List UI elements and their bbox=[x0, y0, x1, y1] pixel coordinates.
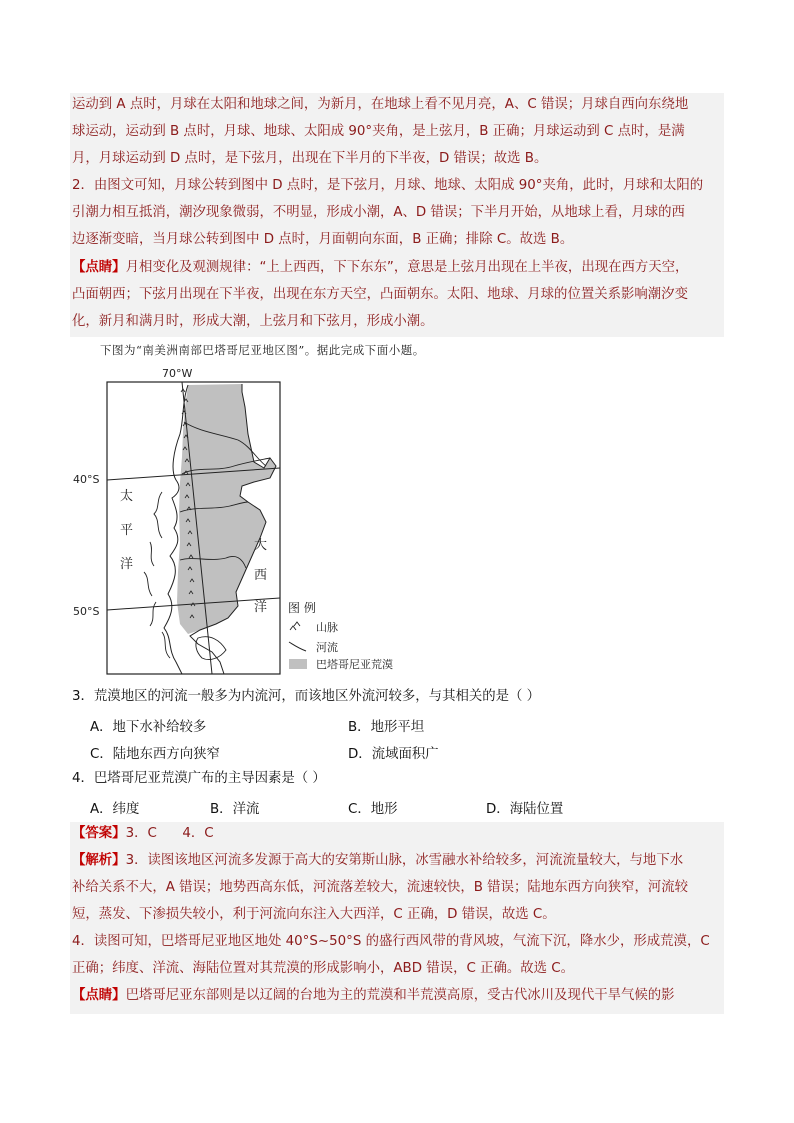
pacific-label: 平 bbox=[120, 523, 134, 538]
pacific-label: 洋 bbox=[120, 557, 134, 572]
text-line: 引潮力相互抵消，潮汐现象微弱，不明显，形成小潮，A、D 错误；下半月开始，从地球上看，月球的西 bbox=[72, 205, 685, 220]
legend-item-river: 河流 bbox=[316, 641, 338, 654]
legend-item-desert: 巴塔哥尼亚荒漠 bbox=[316, 658, 393, 671]
atlantic-label: 大 bbox=[254, 538, 268, 553]
q4-option-d: D．海陆位置 bbox=[486, 802, 564, 817]
pacific-label: 太 bbox=[120, 489, 134, 504]
q3-option-d: D．流域面积广 bbox=[348, 747, 439, 762]
latitude-label-40s: 40°S bbox=[73, 473, 100, 486]
analysis-line bbox=[72, 852, 683, 870]
q4-option-a: A．纬度 bbox=[90, 802, 140, 817]
dianjing-tag: 【点睛】 bbox=[72, 260, 126, 275]
longitude-label: 70°W bbox=[162, 367, 193, 380]
patagonia-map bbox=[70, 362, 410, 678]
analysis-text: 3．读图该地区河流多发源于高大的安第斯山脉，冰雪融水补给较多，河流流量较大，与地下水 bbox=[125, 853, 684, 868]
q3-option-c: C．陆地东西方向狭窄 bbox=[90, 747, 220, 762]
dianjing-line bbox=[72, 987, 675, 1005]
text-line: 凸面朝西；下弦月出现在下半夜，出现在东方天空，凸面朝东。太阳、地球、月球的位置关系影响潮汐变 bbox=[72, 287, 688, 302]
dianjing-line bbox=[72, 259, 688, 277]
atlantic-label: 洋 bbox=[254, 600, 268, 615]
text-line: 边逐渐变暗，当月球公转到图中 D 点时，月面朝向东面，B 正确；排除 C。故选 B。 bbox=[72, 232, 574, 247]
text-line: 月，月球运动到 D 点时，是下弦月，出现在下半月的下半夜，D 错误；故选 B。 bbox=[72, 151, 548, 166]
answer-text: 3．C 4．C bbox=[125, 826, 214, 841]
question-4-stem: 4．巴塔哥尼亚荒漠广布的主导因素是（ ） bbox=[72, 771, 326, 786]
figure-intro: 下图为“南美洲南部巴塔哥尼亚地区图”。据此完成下面小题。 bbox=[100, 343, 425, 357]
answer-tag: 【答案】 bbox=[72, 826, 126, 841]
dianjing-text: 月相变化及观测规律：“上上西西，下下东东”，意思是上弦月出现在上半夜，出现在西方天空， bbox=[125, 260, 689, 275]
q4-option-b: B．洋流 bbox=[210, 802, 260, 817]
legend-river-icon bbox=[289, 642, 306, 651]
analysis-tag: 【解析】 bbox=[72, 853, 126, 868]
q4-option-c: C．地形 bbox=[348, 802, 398, 817]
text-line: 短，蒸发、下渗损失较小，利于河流向东注入大西洋，C 正确，D 错误，故选 C。 bbox=[72, 907, 556, 922]
legend-title: 图 例 bbox=[288, 601, 316, 615]
text-line: 球运动，运动到 B 点时，月球、地球、太阳成 90°夹角，是上弦月，B 正确；月球运动到 C 点时，是满 bbox=[72, 124, 685, 139]
legend-mountain-icon bbox=[290, 622, 300, 630]
legend-desert-swatch bbox=[289, 659, 307, 669]
text-line: 4．读图可知，巴塔哥尼亚地区地处 40°S~50°S 的盛行西风带的背风坡，气流下沉，降水少，形成荒漠，C bbox=[72, 934, 710, 949]
tierra-del-fuego bbox=[196, 637, 226, 660]
q3-option-a: A．地下水补给较多 bbox=[90, 720, 207, 735]
text-line: 化，新月和满月时，形成大潮，上弦月和下弦月，形成小潮。 bbox=[72, 314, 434, 329]
dianjing-tag: 【点睛】 bbox=[72, 988, 126, 1003]
text-line: 补给关系不大，A 错误；地势西高东低，河流落差较大，流速较快，B 错误；陆地东西方向狭窄，河流较 bbox=[72, 880, 689, 895]
dianjing-text: 巴塔哥尼亚东部则是以辽阔的台地为主的荒漠和半荒漠高原，受古代冰川及现代干旱气候的影 bbox=[125, 988, 675, 1003]
answer-line bbox=[72, 825, 214, 843]
coastal-islands bbox=[144, 492, 170, 658]
question-3-stem: 3．荒漠地区的河流一般多为内流河，而该地区外流河较多，与其相关的是（ ） bbox=[72, 689, 541, 704]
text-line: 运动到 A 点时，月球在太阳和地球之间，为新月，在地球上看不见月亮，A、C 错误；月球自西向东绕地 bbox=[72, 97, 689, 112]
legend-item-mountain: 山脉 bbox=[316, 621, 338, 634]
atlantic-label: 西 bbox=[254, 568, 268, 583]
latitude-label-50s: 50°S bbox=[73, 605, 100, 618]
q3-option-b: B．地形平坦 bbox=[348, 720, 425, 735]
text-line: 2．由图文可知，月球公转到图中 D 点时，是下弦月，月球、地球、太阳成 90°夹角，此时，月球和太阳的 bbox=[72, 178, 704, 193]
text-line: 正确；纬度、洋流、海陆位置对其荒漠的形成影响小，ABD 错误，C 正确。故选 C。 bbox=[72, 961, 575, 976]
